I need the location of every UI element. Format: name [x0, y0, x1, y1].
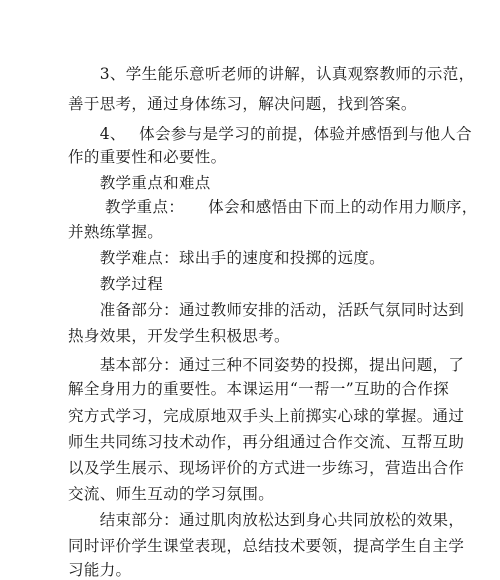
- text-line: 教学难点：球出手的速度和投掷的远度。: [68, 249, 386, 267]
- text-line: 并熟练掌握。: [68, 223, 164, 241]
- text-line: 以及学生展示、现场评价的方式进一步练习，营造出合作: [68, 459, 465, 477]
- text-line: 解全身用力的重要性。本课运用“一帮一”互助的合作探: [68, 380, 450, 398]
- text-line: 师生共同练习技术动作，再分组通过合作交流、互帮互助: [68, 433, 465, 451]
- text-line: 准备部分：通过教师安排的活动，活跃气氛同时达到: [68, 301, 465, 319]
- text-line: 作的重要性和必要性。: [68, 148, 227, 166]
- text-line: 同时评价学生课堂表现，总结技术要领，提高学生自主学: [68, 537, 465, 555]
- text-line: 热身效果，开发学生积极思考。: [68, 327, 290, 345]
- text-line: 4、 体会参与是学习的前提，体验并感悟到与他人合: [68, 125, 472, 143]
- text-line: 习能力。: [68, 561, 132, 579]
- text-line: 交流、师生互动的学习氛围。: [68, 485, 275, 503]
- section-heading: 教学过程: [68, 275, 164, 293]
- text-line: 基本部分：通过三种不同姿势的投掷，提出问题，了: [68, 356, 465, 374]
- text-line: 教学重点： 体会和感悟由下而上的动作用力顺序，: [68, 198, 478, 216]
- text-line: 3、学生能乐意听老师的讲解，认真观察教师的示范，: [68, 65, 475, 83]
- text-line: 究方式学习，完成原地双手头上前掷实心球的掌握。通过: [68, 407, 465, 425]
- text-line: 结束部分：通过肌肉放松达到身心共同放松的效果，: [68, 511, 465, 529]
- section-heading: 教学重点和难点: [68, 174, 211, 192]
- text-line: 善于思考，通过身体练习，解决问题，找到答案。: [68, 95, 417, 113]
